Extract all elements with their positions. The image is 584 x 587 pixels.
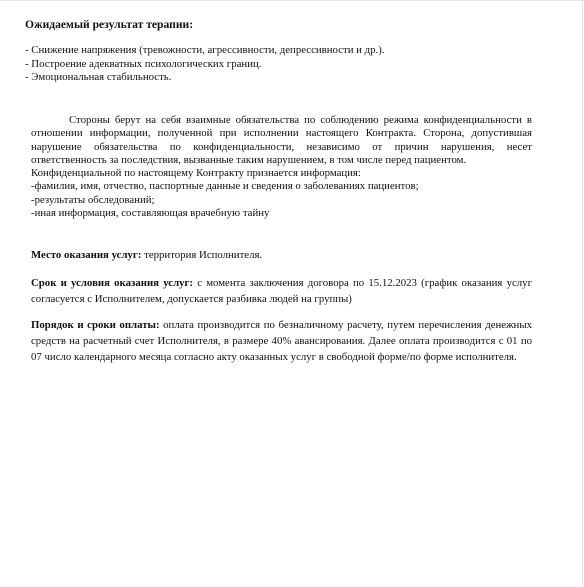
confidentiality-paragraph: Стороны берут на себя взаимные обязательства по соблюдению режима конфиденциальности в отношении информации, полученной при исполнении настоящего Контракта. Сторона, допустившая нарушение обязательства по конфиденциальности, независимо от причин нарушения, несет ответственность за последствия, вызванные таким нарушением, в том числе перед пациентом. <box>31 114 532 166</box>
payment-section <box>31 317 532 365</box>
confidentiality-section <box>31 114 532 220</box>
service-terms-label: Срок и условия оказания услуг: <box>31 277 194 289</box>
confidentiality-intro: Конфиденциальной по настоящему Контракту признается информация: <box>31 167 361 180</box>
confidentiality-item: -иная информация, составляющая врачебную тайну <box>31 207 270 220</box>
payment-text: оплата производится по безналичному расчету, путем перечисления денежных средств на расчетный счет Исполнителя, в размере 40% авансирования. Далее оплата производится с 01 по 07 число календарного месяца согласно акту оказанных услуг в свободной форме/по форме исполнителя. <box>31 319 532 363</box>
therapy-result-title: Ожидаемый результат терапии: <box>25 18 194 31</box>
service-place-label: Место оказания услуг: <box>31 249 142 261</box>
document-page <box>25 17 533 85</box>
service-place-text: территория Исполнителя. <box>141 249 263 261</box>
confidentiality-item: -фамилия, имя, отчество, паспортные данные и сведения о заболеваниях пациентов; <box>31 180 419 193</box>
confidentiality-item: -результаты обследований; <box>31 193 155 206</box>
service-terms-text: с момента заключения договора по 15.12.2023 (график оказания услуг согласуется с Исполнителем, допускается разбивка людей на группы) <box>31 277 532 305</box>
service-terms-section <box>31 275 532 307</box>
service-terms-paragraph <box>31 275 532 307</box>
payment-paragraph <box>31 317 532 365</box>
service-place-section <box>31 248 532 263</box>
therapy-result-item: - Эмоциональная стабильность. <box>25 71 172 84</box>
page-right-border <box>582 0 583 587</box>
therapy-result-list <box>25 44 533 85</box>
therapy-result-item: - Снижение напряжения (тревожности, агрессивности, депрессивности и др.). <box>25 44 385 56</box>
page-top-border <box>0 0 584 1</box>
payment-label: Порядок и сроки оплаты: <box>31 319 160 331</box>
therapy-result-item: - Построение адекватных психологических границ. <box>25 57 262 70</box>
service-place-paragraph <box>31 248 532 263</box>
